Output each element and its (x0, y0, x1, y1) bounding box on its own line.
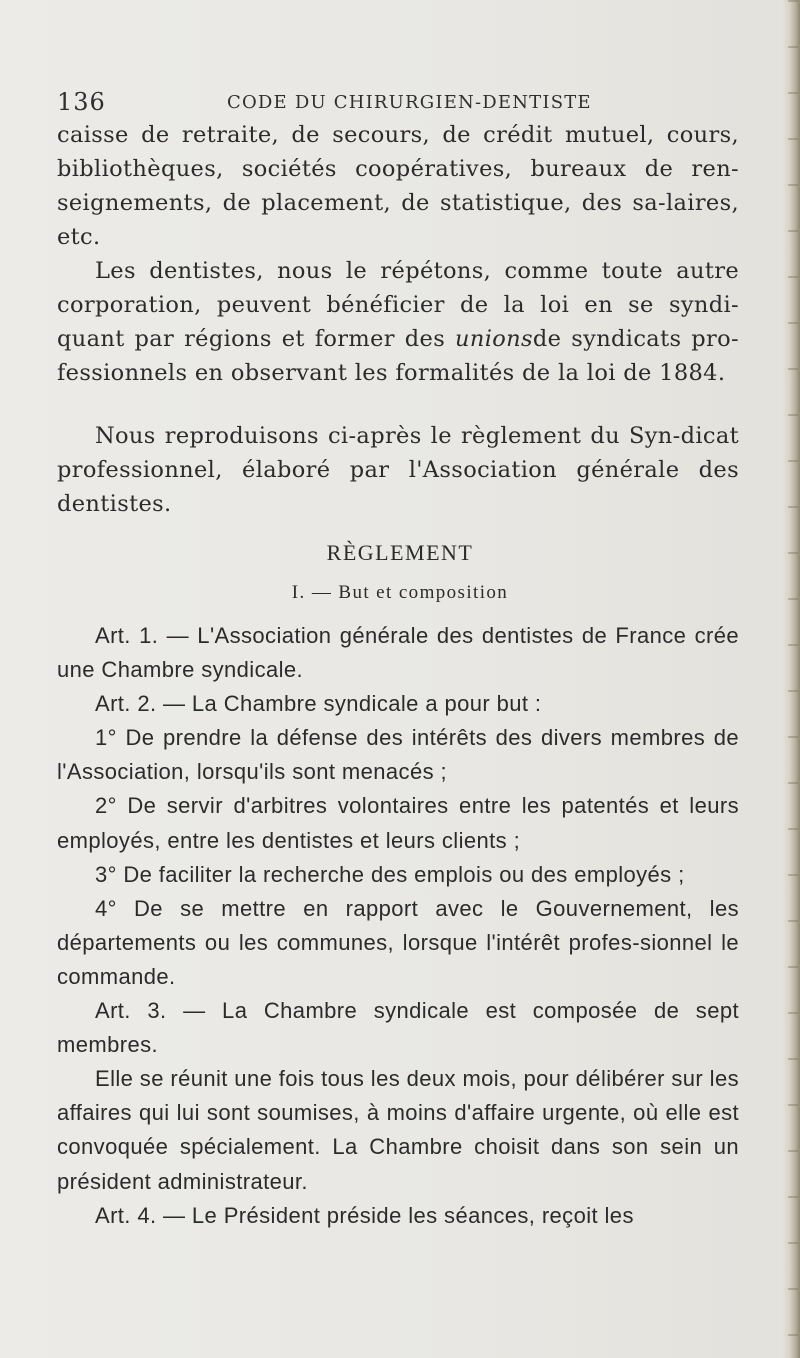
intro-paragraph-2-end: de syndicats pro-fessionnels en observant les formalités de la loi de 1884. (57, 326, 739, 386)
intro-text-2 (57, 419, 739, 521)
intro-paragraph-2-start: Les dentistes, nous le répétons, comme toute autre corporation, peuvent bénéficier de la loi en se syndi-quant par régions et former des (57, 258, 739, 352)
section-title: I. — But et composition (291, 582, 509, 603)
page-header (57, 88, 747, 118)
list-item-paragraph: 2° De servir d'arbitres volontaires entre les patentés et leurs employés, entre les dentistes et leurs clients ; (57, 793, 739, 853)
page-edge-marks (788, 0, 798, 1358)
list-item-paragraph: 4° De se mettre en rapport avec le Gouvernement, les départements ou les communes, lorsque l'intérêt profes-sionnel le commande. (57, 895, 739, 989)
intro-paragraph-2 (57, 254, 739, 390)
list-item-paragraph: 3° De faciliter la recherche des emplois ou des employés ; (95, 861, 685, 887)
page-number: 136 (57, 88, 106, 116)
article-paragraph: Art. 1. — L'Association générale des dentistes de France crée une Chambre syndicale. (57, 623, 739, 683)
reglement-body (57, 619, 739, 1233)
running-title: CODE DU CHIRURGIEN-DENTISTE (227, 92, 592, 113)
intro-paragraph-3: Nous reproduisons ci-après le règlement du Syn-dicat professionnel, élaboré par l'Association générale des dentistes. (57, 423, 739, 517)
intro-paragraph-1: caisse de retraite, de secours, de crédit mutuel, cours, bibliothèques, sociétés coopératives, bureaux de ren-seignements, de placement, de statistique, des sa-laires, etc. (57, 122, 739, 250)
intro-italic-word: unions (455, 326, 533, 352)
article-paragraph: Art. 2. — La Chambre syndicale a pour but : (95, 691, 542, 717)
list-item-paragraph: 1° De prendre la défense des intérêts des divers membres de l'Association, lorsqu'ils sont menacés ; (57, 725, 739, 785)
article-paragraph: Elle se réunit une fois tous les deux mois, pour délibérer sur les affaires qui lui sont soumises, à moins d'affaire urgente, où elle est convoquée spécialement. La Chambre choisit dans son sein un président administrateur. (57, 1066, 739, 1194)
article-paragraph: Art. 4. — Le Président préside les séances, reçoit les (95, 1202, 634, 1228)
article-paragraph: Art. 3. — La Chambre syndicale est composée de sept membres. (57, 998, 739, 1058)
intro-text (57, 118, 739, 390)
reglement-title: RÈGLEMENT (326, 540, 474, 565)
